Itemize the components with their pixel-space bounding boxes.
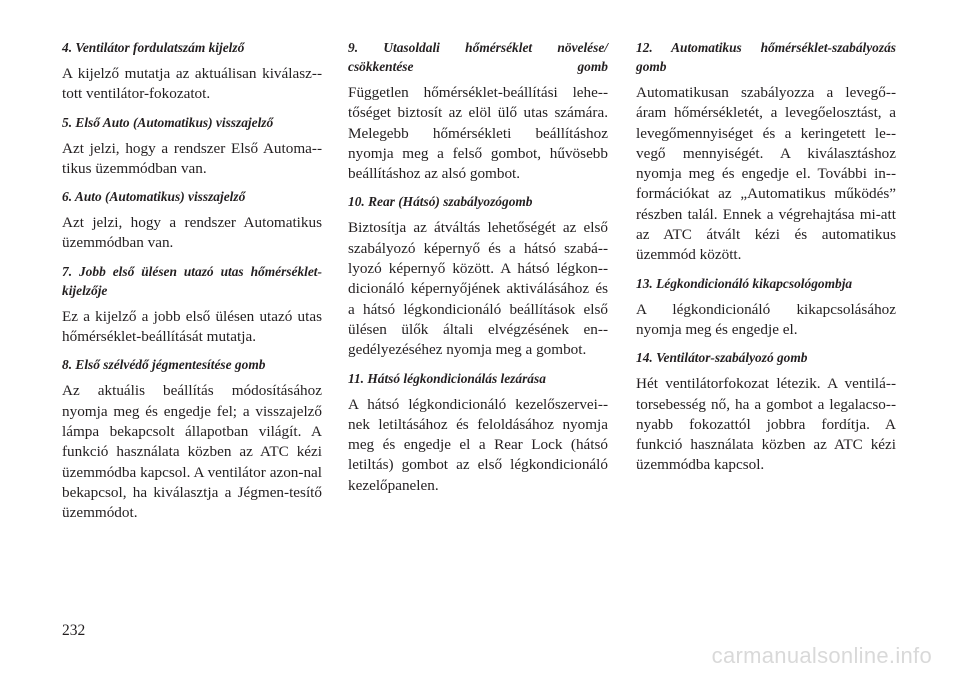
section-heading: 8. Első szélvédő jégmentesítése gomb (62, 357, 266, 373)
section-body: Biztosítja az átváltás lehetőségét az első szabályozó képernyő és a hátsó szabá-lyozó képernyő között. A hátsó légkon-dicionáló képernyőjének aktiválásához és a hátsó légkondicionáló beállítások első ülésen ülők általi elvégzésének en-gedélyezéséhez nyomja meg a gombot. (348, 219, 608, 359)
section-body: Független hőmérséklet-beállítási lehe-tőséget biztosít az elöl ülő utas számára. Melegebb hőmérsékleti beállításhoz nyomja meg a felső gombot, hűvösebb beállításhoz az alsó gombot. (348, 84, 608, 183)
section-heading: 5. Első Auto (Automatikus) visszajelző (62, 114, 274, 130)
section-body: Automatikusan szabályozza a levegő-áram hőmérsékletét, a levegőelosztást, a levegőmennyiséget és a keringetett le-vegő mennyiségét. A kiválasztáshoz nyomja meg és engedje el. További in-formációkat az „Automatikus működés” részben talál. Ennek a végrehajtása mi-att az ATC átvált kézi és automatikus üzemmód között. (636, 84, 896, 264)
text-column-right (636, 38, 896, 484)
text-column-left (62, 38, 322, 531)
section-body: A kijelző mutatja az aktuálisan kiválasz-tott ventilátor-fokozatot. (62, 65, 322, 103)
section-heading: 4. Ventilátor fordulatszám kijelző (62, 40, 245, 55)
section-heading: 11. Hátsó légkondicionálás lezárása (348, 370, 546, 386)
page-number: 232 (62, 622, 86, 639)
section-heading: 14. Ventilátor-szabályozó gomb (636, 350, 808, 366)
section-body: A légkondicionáló kikapcsolásához nyomja meg és engedje el. (636, 300, 896, 338)
section-body: Azt jelzi, hogy a rendszer Automatikus üzemmódban van. (62, 214, 322, 252)
section-heading: 13. Légkondicionáló kikapcsológombja (636, 275, 853, 291)
section-body: Hét ventilátorfokozat létezik. A ventilá-torsebesség nő, ha a gombot a legalacso-nyabb fokozattól jobbra fordítja. A funkció használata közben az ATC kézi üzemmódba kapcsol. (636, 375, 896, 474)
section-body: Az aktuális beállítás módosításához nyomja meg és engedje fel; a visszajelző lámpa bekapcsolt állapotban világít. A funkció használata közben az ATC kézi üzemmódba kapcsol. A ventilátor azon-nal bekapcsol, ha kiválasztja a Jégmen-tesítő üzemmódot. (62, 382, 322, 522)
section-body: Azt jelzi, hogy a rendszer Első Automa-tikus üzemmódban van. (62, 139, 322, 177)
section-heading: 12. Automatikus hőmérséklet-szabályozás gomb (636, 40, 896, 74)
section-body: Ez a kijelző a jobb első ülésen utazó utas hőmérséklet-beállítását mutatja. (62, 307, 322, 346)
text-column-middle (348, 38, 608, 504)
section-body: A hátsó légkondicionáló kezelőszervei-nek letiltásához és feloldásához nyomja meg és engedje el a Rear Lock (hátsó letiltás) gombot az első légkondicionáló kezelőpanelen. (348, 395, 608, 494)
section-heading: 6. Auto (Automatikus) visszajelző (62, 189, 246, 205)
section-heading: 9. Utasoldali hőmérséklet növelése/ csökkentése gomb (348, 40, 608, 74)
section-heading: 10. Rear (Hátsó) szabályozógomb (348, 194, 533, 210)
section-heading: 7. Jobb első ülésen utazó utas hőmérséklet-kijelzője (62, 263, 322, 298)
watermark: carmanualsonline.info (711, 643, 932, 668)
